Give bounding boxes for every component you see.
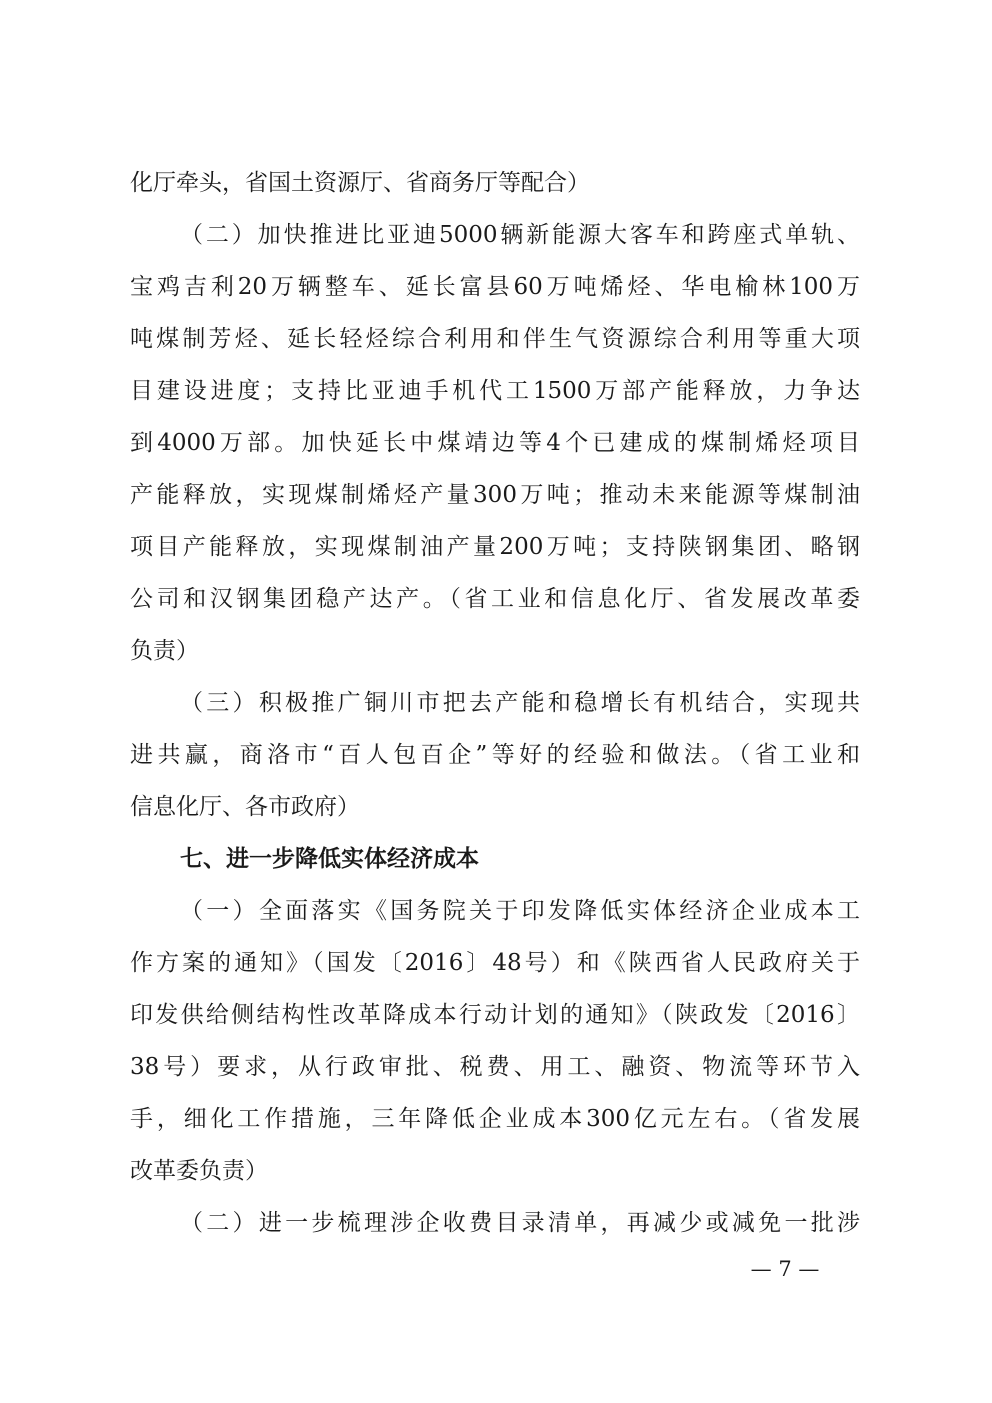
text-line-5: 目建设进度；支持比亚迪手机代工1500万部产能释放，力争达 [130, 378, 860, 404]
text-line-9: 公司和汉钢集团稳产达产。（省工业和信息化厅、省发展改革委 [130, 586, 860, 612]
text-line-19: 手，细化工作措施，三年降低企业成本300亿元左右。（省发展 [130, 1106, 860, 1132]
text-line-17: 印发供给侧结构性改革降成本行动计划的通知》（陕政发〔2016〕 [130, 1002, 860, 1028]
text-line-13: 信息化厅、各市政府） [130, 794, 360, 820]
text-line-11: （三）积极推广铜川市把去产能和稳增长有机结合，实现共 [180, 690, 860, 716]
text-line-1: 化厅牵头，省国土资源厅、省商务厅等配合） [130, 170, 590, 196]
text-line-12: 进共赢，商洛市“百人包百企”等好的经验和做法。（省工业和 [130, 742, 860, 768]
text-line-21: （二）进一步梳理涉企收费目录清单，再减少或减免一批涉 [180, 1210, 860, 1236]
text-line-7: 产能释放，实现煤制烯烃产量300万吨；推动未来能源等煤制油 [130, 482, 860, 508]
text-line-8: 项目产能释放，实现煤制油产量200万吨；支持陕钢集团、略钢 [130, 534, 860, 560]
section-heading: 七、进一步降低实体经济成本 [180, 846, 479, 872]
text-line-3: 宝鸡吉利20万辆整车、延长富县60万吨烯烃、华电榆林100万 [130, 274, 860, 300]
text-line-15: （一）全面落实《国务院关于印发降低实体经济企业成本工 [180, 898, 860, 924]
text-line-2: （二）加快推进比亚迪5000辆新能源大客车和跨座式单轨、 [180, 222, 860, 248]
text-line-16: 作方案的通知》（国发〔2016〕48号）和《陕西省人民政府关于 [130, 950, 860, 976]
text-line-10: 负责） [130, 638, 199, 664]
text-line-20: 改革委负责） [130, 1158, 268, 1184]
page-number: — 7 — [750, 1257, 820, 1281]
text-line-6: 到4000万部。加快延长中煤靖边等4个已建成的煤制烯烃项目 [130, 430, 860, 456]
text-line-18: 38号）要求，从行政审批、税费、用工、融资、物流等环节入 [130, 1054, 860, 1080]
text-line-4: 吨煤制芳烃、延长轻烃综合利用和伴生气资源综合利用等重大项 [130, 326, 860, 352]
